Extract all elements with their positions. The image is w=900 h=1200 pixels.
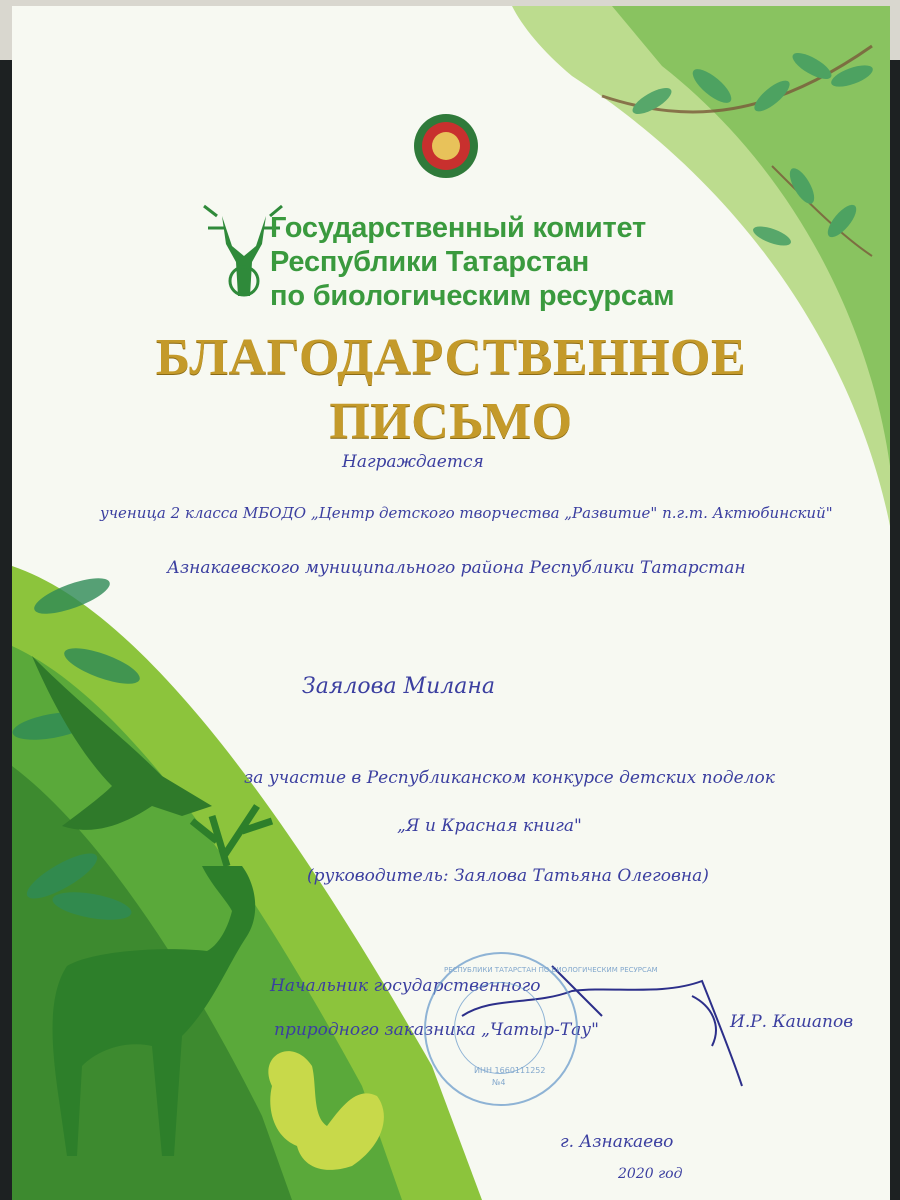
recipient-school: ученица 2 класса МБОДО „Центр детского творчества „Развитие" п.г.т. Актюбинский"	[100, 504, 833, 522]
document-title-line2: ПИСЬМО	[329, 393, 573, 450]
signer-position-line2: природного заказника „Чатыр-Тау"	[274, 1020, 599, 1040]
seal-outer-text: РЕСПУБЛИКИ ТАТАРСТАН ПО БИОЛОГИЧЕСКИМ РЕСУРСАМ	[444, 966, 658, 974]
recipient-district: Азнакаевского муниципального района Республики Татарстан	[167, 558, 746, 578]
org-name-line2: Республики Татарстан	[270, 246, 590, 278]
org-name-line3: по биологическим ресурсам	[270, 280, 675, 312]
city: г. Азнакаево	[560, 1132, 674, 1152]
organization-header	[192, 210, 752, 320]
seal-emblem	[454, 982, 546, 1074]
supervisor: (руководитель: Заялова Татьяна Олеговна)	[307, 866, 709, 886]
certificate-sheet	[12, 6, 890, 1200]
org-name-line1: Государственный комитет	[270, 212, 646, 244]
seal-inn: ИНН 1660111252	[474, 1066, 546, 1075]
year: 2020 год	[618, 1166, 683, 1182]
tatarstan-emblem-icon	[414, 114, 478, 178]
seal-number: №4	[492, 1078, 506, 1087]
award-reason: за участие в Республиканском конкурсе детских поделок	[244, 768, 775, 788]
awarded-label: Награждается	[342, 452, 484, 472]
signer-name: И.Р. Кашапов	[730, 1012, 854, 1032]
contest-name: „Я и Красная книга"	[397, 816, 582, 836]
document-title-line1: БЛАГОДАРСТВЕННОЕ	[155, 329, 747, 386]
signer-position-line1: Начальник государственного	[270, 976, 541, 996]
recipient-name: Заялова Милана	[302, 674, 495, 699]
